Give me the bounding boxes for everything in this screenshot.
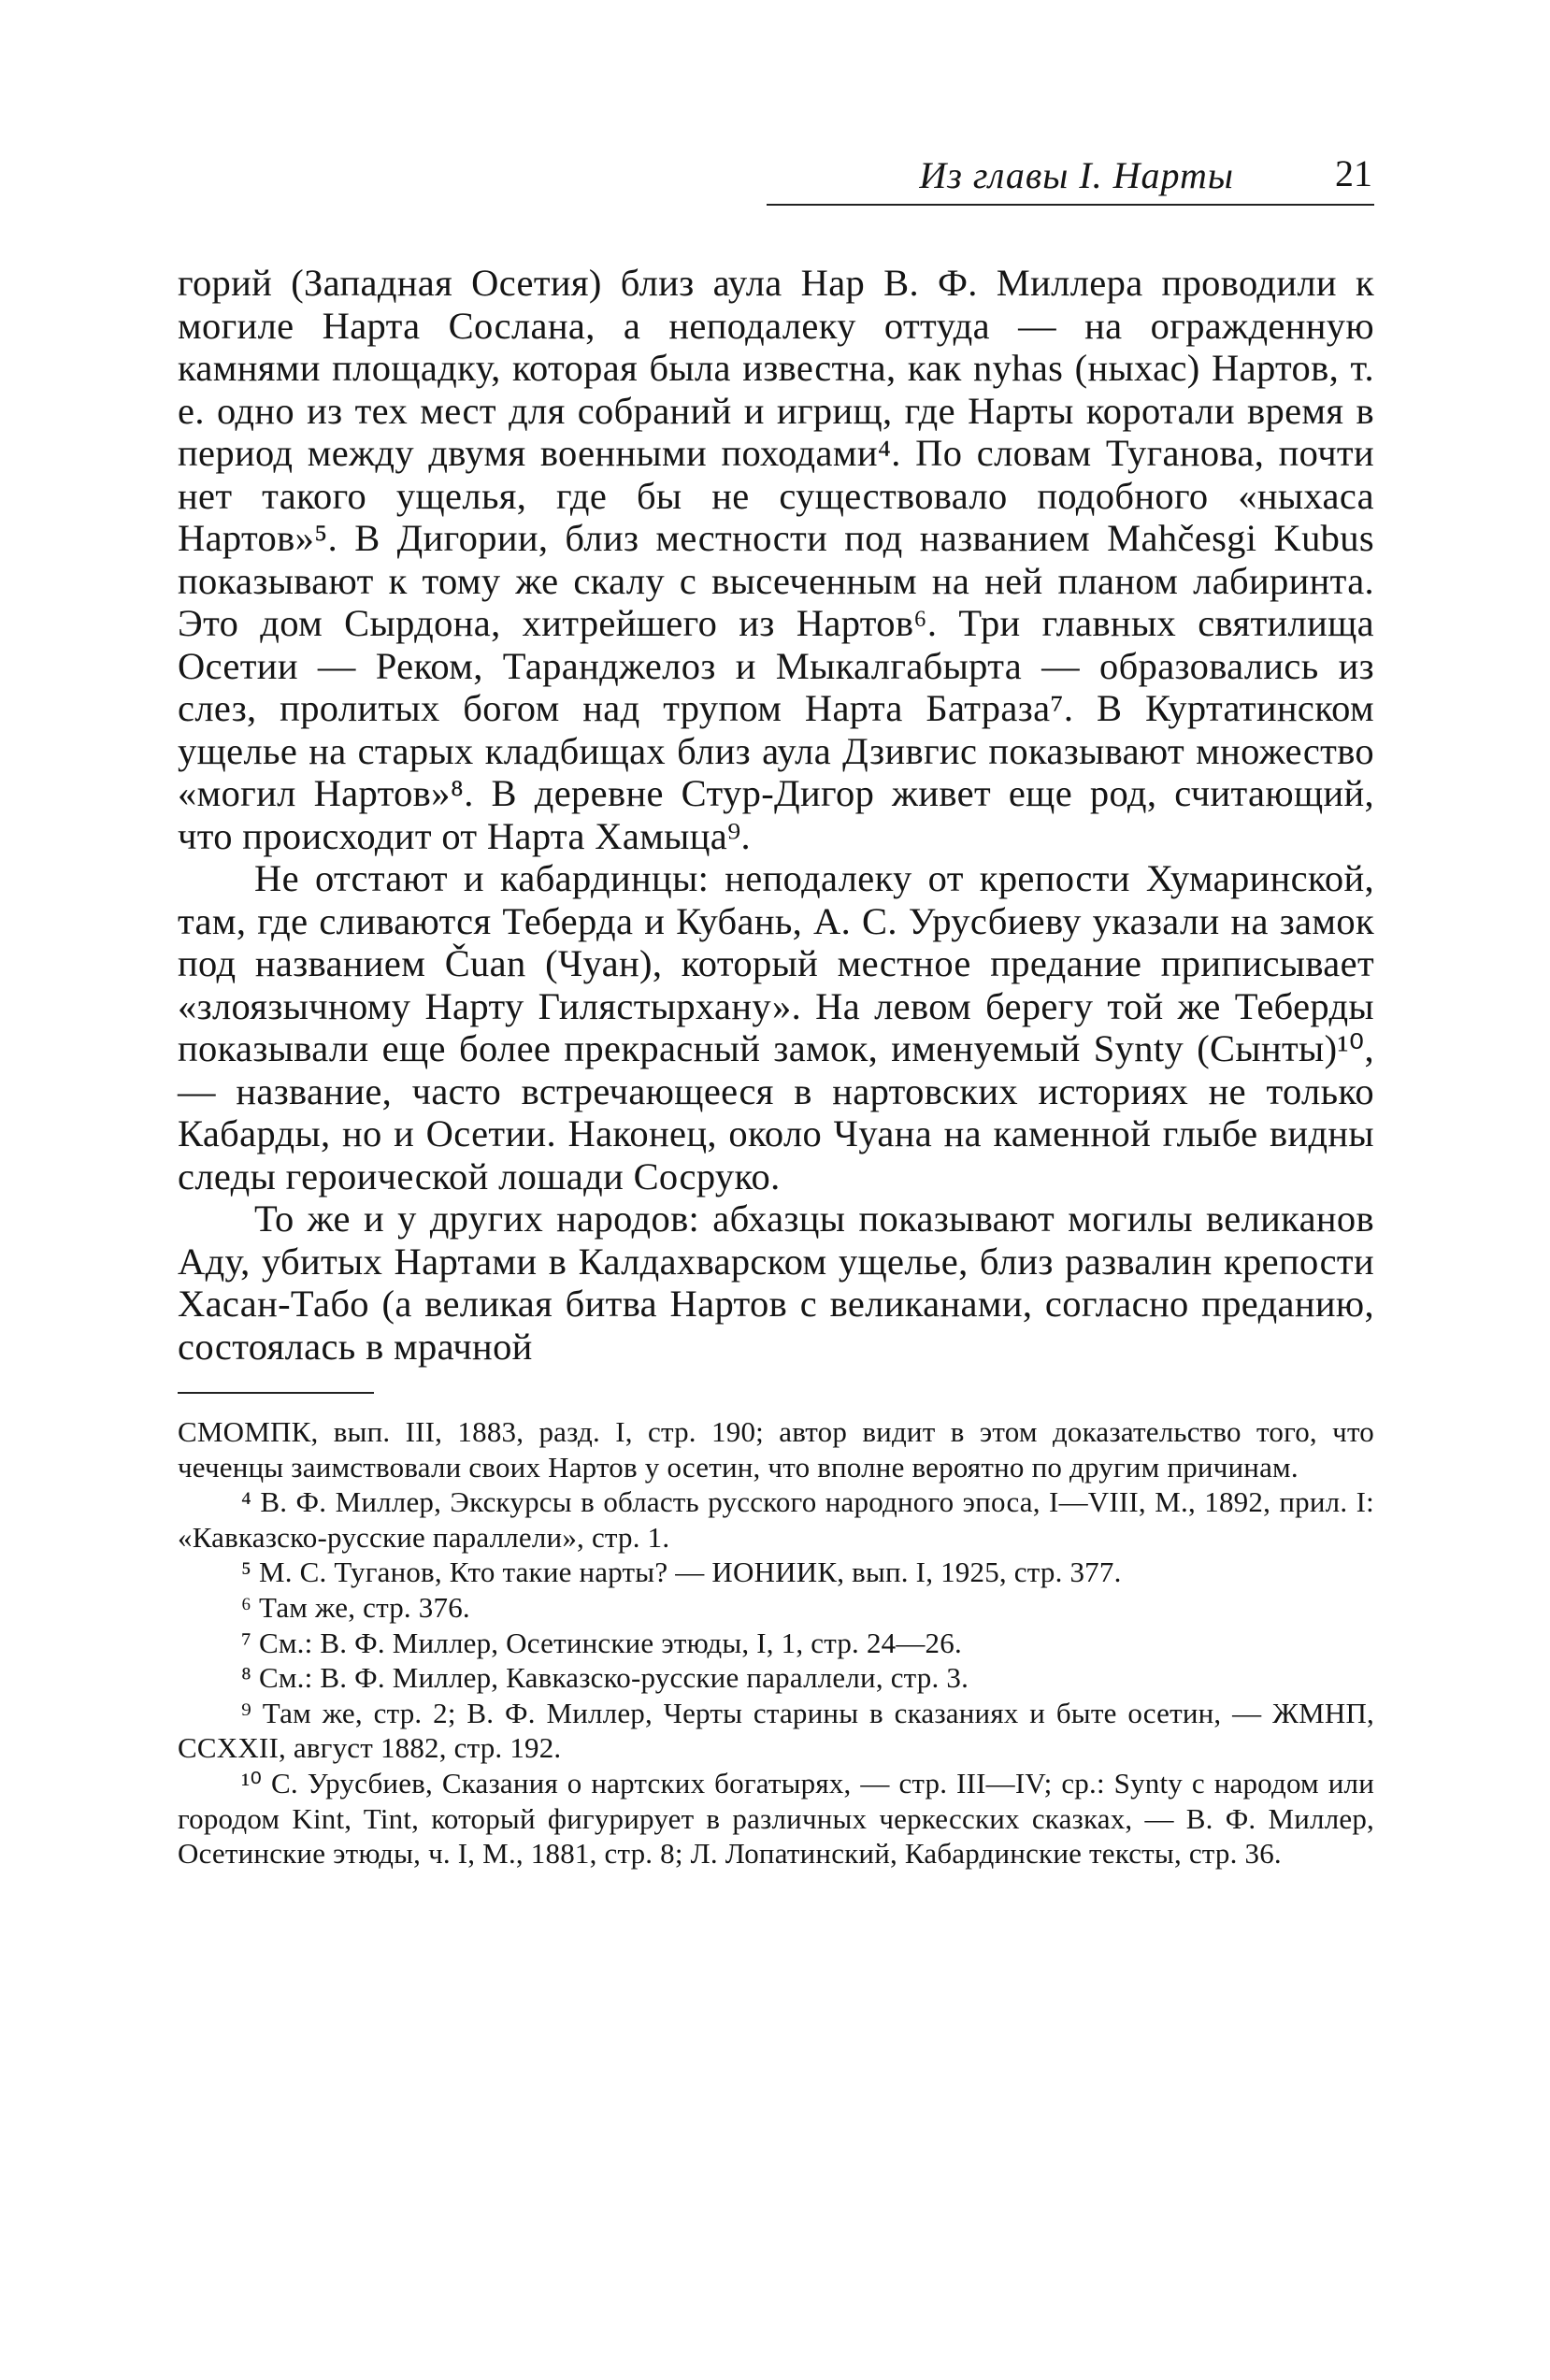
footnote-8: ⁸ См.: В. Ф. Миллер, Кавказско-русские параллели, стр. 3. [241,1661,969,1695]
footnote-9: ⁹ Там же, стр. 2; В. Ф. Миллер, Черты старины в сказаниях и быте осетин, — ЖМНП, CCXXII, август 1882, стр. 192. [178,1696,1374,1765]
paragraph-continued: горий (Западная Осетия) близ аула Нар В. Ф. Миллера проводили к могиле Нарта Сослана, а неподалеку оттуда — на огражденную камнями площадку, которая была известна, как nyhas (ныхас) Нартов, т. е. одно из тех мест для собраний и игрищ, где Нарты коротали время в период между двумя военными походами⁴. По словам Туганова, почти нет такого ущелья, где бы не существовало подобного «ныхаса Нартов»⁵. В Дигории, близ местности под названием Mahčesgi Kubus показывают к тому же скалу с высеченным на ней планом лабиринта. Это дом Сырдона, хитрейшего из Нартов⁶. Три главных святилища Осетии — Реком, Таранджелоз и Мыкалгабырта — образовались из слез, пролитых богом над трупом Нарта Батраза⁷. В Куртатинском ущелье на старых кладбищах близ аула Дзивгис показывают множество «могил Нартов»⁸. В деревне Стур-Дигор живет еще род, считающий, что происходит от Нарта Хамыца⁹. [178,262,1374,857]
footnote-4: ⁴ В. Ф. Миллер, Экскурсы в область русского народного эпоса, I—VIII, М., 1892, прил. I: «Кавказско-русские параллели», стр. 1. [178,1485,1374,1554]
header-rule [767,204,1374,206]
footnote-separator [178,1392,374,1394]
footnote-10: ¹⁰ С. Урусбиев, Сказания о нартских богатырях, — стр. III—IV; ср.: Synty с народом или городом Kint, Tint, который фигурирует в различных черкесских сказках, — В. Ф. Миллер, Осетинские этюды, ч. I, М., 1881, стр. 8; Л. Лопатинский, Кабардинские тексты, стр. 36. [178,1766,1374,1871]
book-page [178,150,1374,2328]
footnote-5: ⁵ М. С. Туганов, Кто такие нарты? — ИОНИИК, вып. I, 1925, стр. 377. [241,1556,1122,1589]
footnote-6: ⁶ Там же, стр. 376. [241,1590,470,1624]
paragraph: Не отстают и кабардинцы: неподалеку от крепости Хумаринской, там, где сливаются Теберда и Кубань, А. С. Урусбиеву указали на замок под названием Čuan (Чуан), который местное предание приписывает «злоязычному Нарту Гилястырхану». На левом берегу той же Теберды показывали еще более прекрасный замок, именуемый Synty (Сынты)¹⁰, — название, часто встречающееся в нартовских историях не только Кабарды, но и Осетии. Наконец, около Чуана на каменной глыбе видны следы героической лошади Сосруко. [178,857,1374,1197]
main-text [178,262,1374,1368]
paragraph: То же и у других народов: абхазцы показывают могилы великанов Аду, убитых Нартами в Калдахварском ущелье, близ развалин крепости Хасан-Табо (а великая битва Нартов с великанами, согласно преданию, состоялась в мрачной [178,1197,1374,1368]
running-title: Из главы I. Нарты [919,154,1234,196]
footnotes [178,1414,1374,1871]
footnote-7: ⁷ См.: В. Ф. Миллер, Осетинские этюды, I, 1, стр. 24—26. [241,1626,962,1659]
footnote-continued: СМОМПК, вып. III, 1883, разд. I, стр. 190; автор видит в этом доказательство того, что чеченцы заимствовали своих Нартов у осетин, что вполне вероятно по другим причинам. [178,1415,1374,1484]
page-number: 21 [1335,152,1372,194]
running-head [178,150,1374,209]
